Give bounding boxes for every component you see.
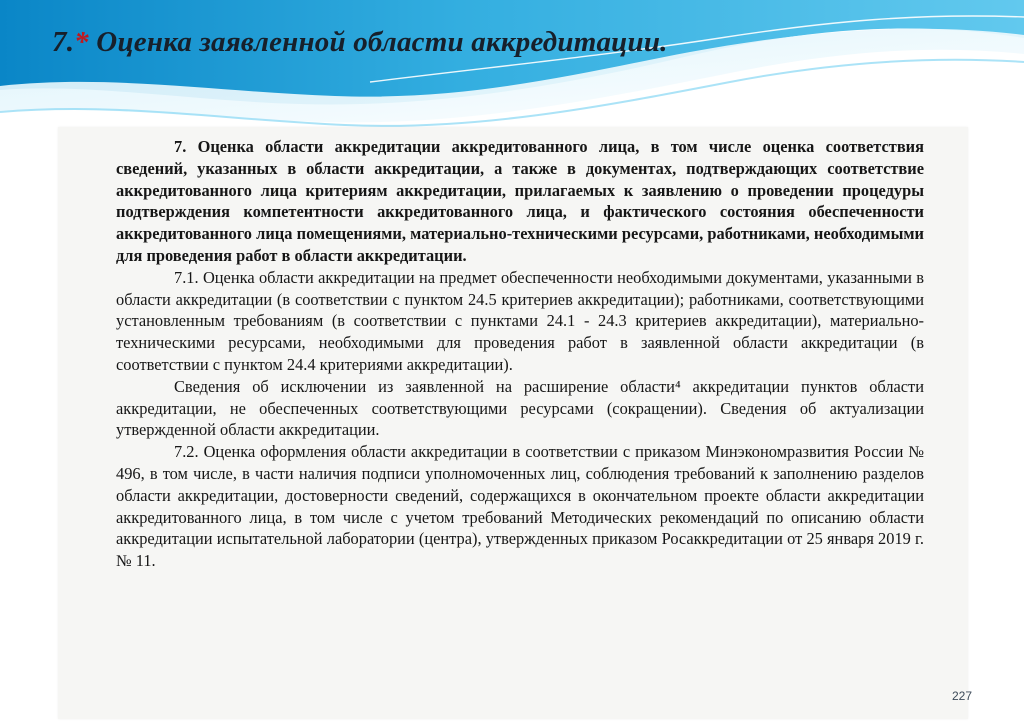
header-wave-decoration (0, 0, 1024, 140)
paragraph-7-1: 7.1. Оценка области аккредитации на предмет обеспеченности необходимыми документами, указанными в области аккредитации (в соответствии с пунктом 24.5 критериев аккредитации); работниками, соответствующими установленным требованиям (в соответствии с пунктами 24.1 - 24.3 критериев аккредитации), материально-техническими ресурсами, необходимыми для проведения работ в заявленной области аккредитации (в соответствии с пунктом 24.4 критериями аккредитации). (116, 267, 924, 374)
paragraph-exclusion: Сведения об исключении из заявленной на расширение области⁴ аккредитации пунктов области аккредитации, не обеспеченных соответствующими ресурсами (сокращении). Сведения об актуализации утвержденной области аккредитации. (116, 376, 924, 440)
title-text: Оценка заявленной области аккредитации. (88, 26, 668, 58)
title-star: * (74, 26, 89, 58)
slide-title (52, 26, 668, 59)
paragraph-7-2: 7.2. Оценка оформления области аккредитации в соответствии с приказом Минэкономразвития России № 496, в том числе, в части наличия подписи уполномоченных лиц, соблюдения требований к заполнению разделов области аккредитации, достоверности сведений, содержащихся в окончательном проекте области аккредитации аккредитованного лица, в том числе с учетом требований Методических рекомендаций по описанию области аккредитации испытательной лаборатории (центра), утвержденных приказом Росаккредитации от 25 января 2019 г. № 11. (116, 442, 924, 571)
document-text (116, 136, 924, 572)
title-number: 7. (52, 26, 75, 58)
paragraph-7: 7. Оценка области аккредитации аккредитованного лица, в том числе оценка соответствия сведений, указанных в области аккредитации, а также в документах, подтверждающих соответствие аккредитованного лица критериям аккредитации, прилагаемых к заявлению о проведении процедуры подтверждения компетентности аккредитованного лица, и фактического состояния обеспеченности аккредитованного лица помещениями, материально-техническими ресурсами, работниками, необходимыми для проведения работ в области аккредитации. (116, 137, 924, 265)
page-number: 227 (952, 689, 973, 703)
